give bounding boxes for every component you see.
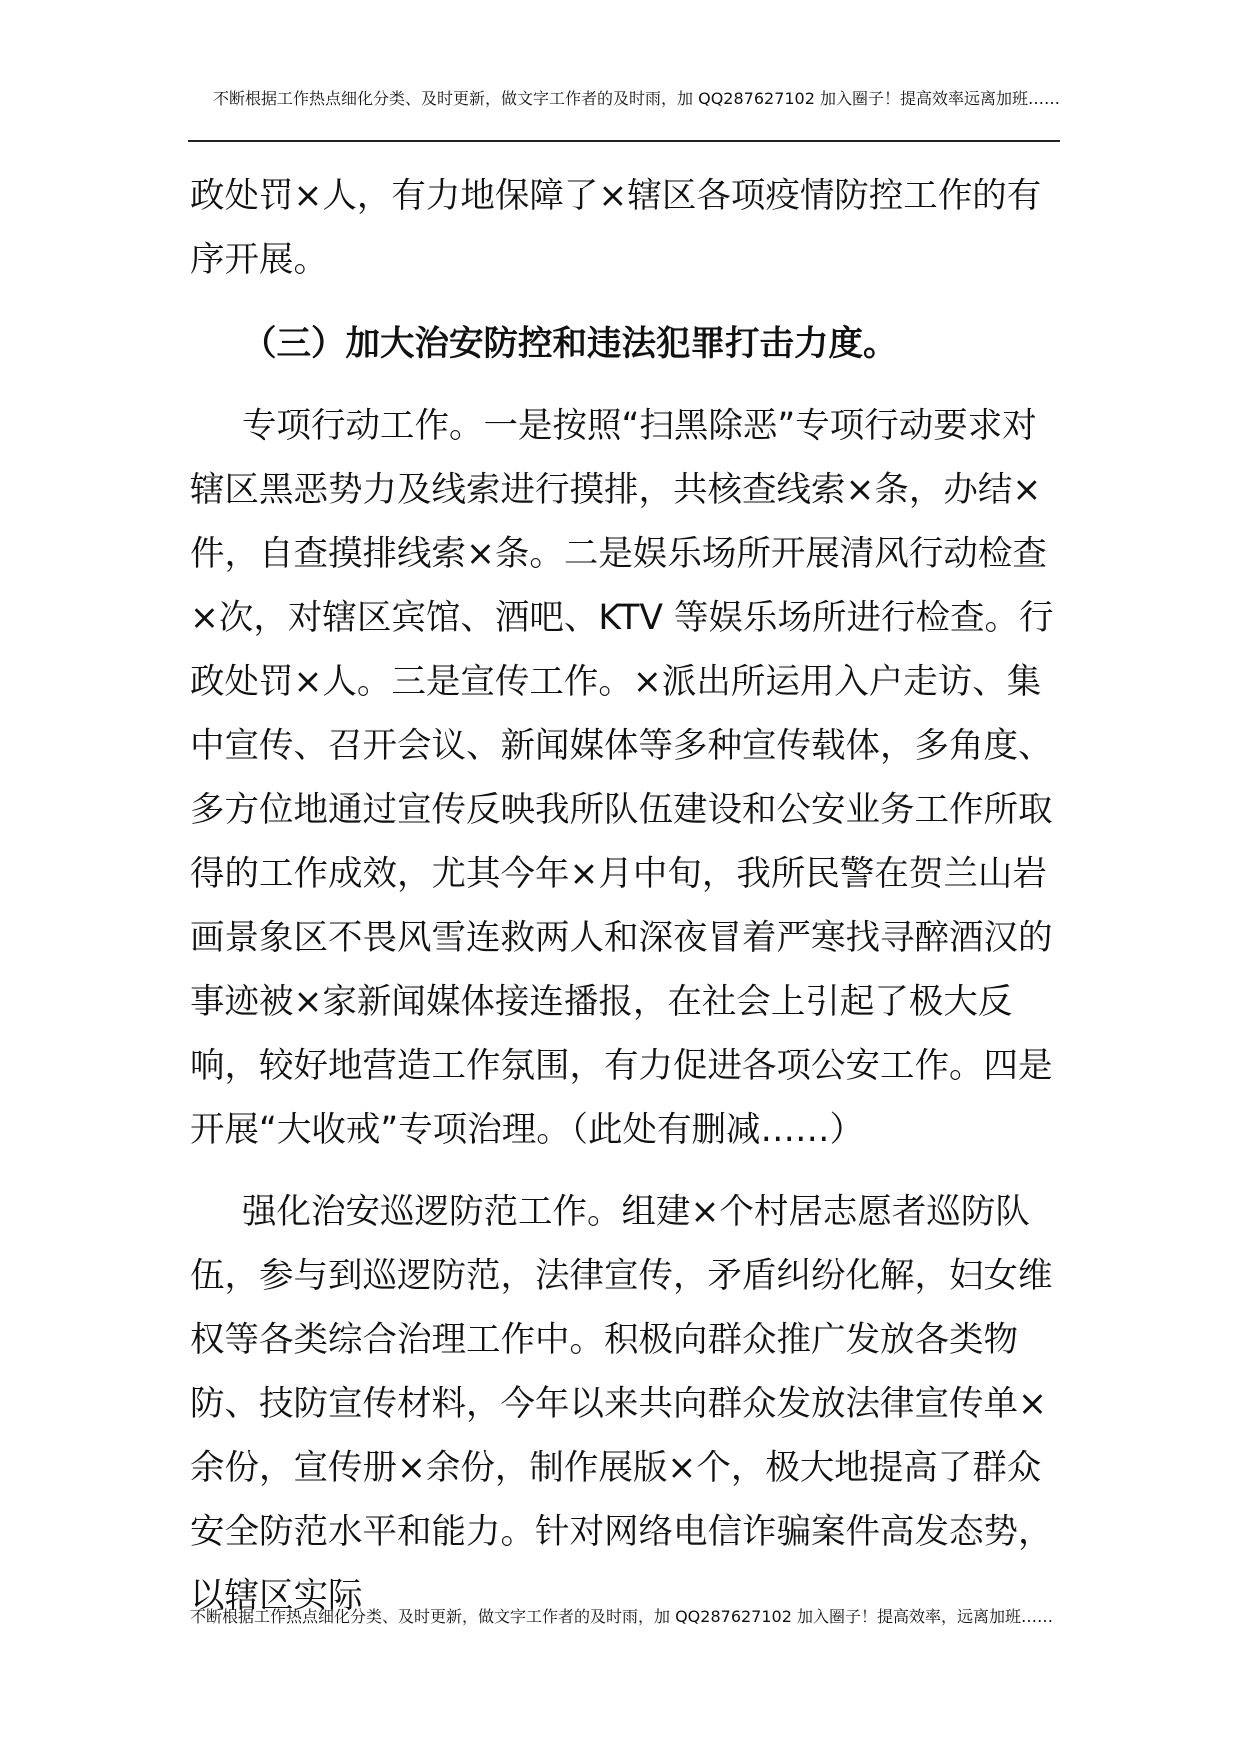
section-heading: （三）加大治安防控和违法犯罪打击力度。 [242, 324, 898, 364]
paragraph-continued: 政处罚×人，有力地保障了×辖区各项疫情防控工作的有序开展。 [190, 176, 1042, 280]
paragraph-special-action: 专项行动工作。一是按照“扫黑除恶”专项行动要求对辖区黑恶势力及线索进行摸排，共核查线索×条，办结×件，自查摸排线索×条。二是娱乐场所开展清风行动检查×次，对辖区宾馆、酒吧、KTV 等娱乐场所进行检查。行政处罚×人。三是宣传工作。×派出所运用入户走访、集中宣传、召开会议、新闻媒体等多种宣传载体，多角度、多方位地通过宣传反映我所队伍建设和公安业务工作所取得的工作成效，尤其今年×月中旬，我所民警在贺兰山岩画景象区不畏风雪连救两人和深夜冒着严寒找寻醉酒汉的事迹被×家新闻媒体接连播报，在社会上引起了极大反响，较好地营造工作氛围，有力促进各项公安工作。四是开展“大收戒”专项治理。（此处有删减……） [190, 406, 1054, 1150]
paragraph-patrol: 强化治安巡逻防范工作。组建×个村居志愿者巡防队伍，参与到巡逻防范，法律宣传，矛盾纠纷化解，妇女维权等各类综合治理工作中。积极向群众推广发放各类物防、技防宣传材料，今年以来共向群众发放法律宣传单×余份，宣传册×余份，制作展版×个，极大地提高了群众安全防范水平和能力。针对网络电信诈骗案件高发态势，以辖区实际 [190, 1192, 1053, 1616]
header-divider [188, 140, 1060, 142]
page-header: 不断根据工作热点细化分类、及时更新，做文字工作者的及时雨，加 QQ287627102 加入圈子！提高效率远离加班…… [213, 89, 1060, 108]
page-footer: 不断根据工作热点细化分类、及时更新，做文字工作者的及时雨，加 QQ287627102 加入圈子！提高效率，远离加班…… [190, 1607, 1053, 1626]
document-body [190, 164, 1060, 1628]
